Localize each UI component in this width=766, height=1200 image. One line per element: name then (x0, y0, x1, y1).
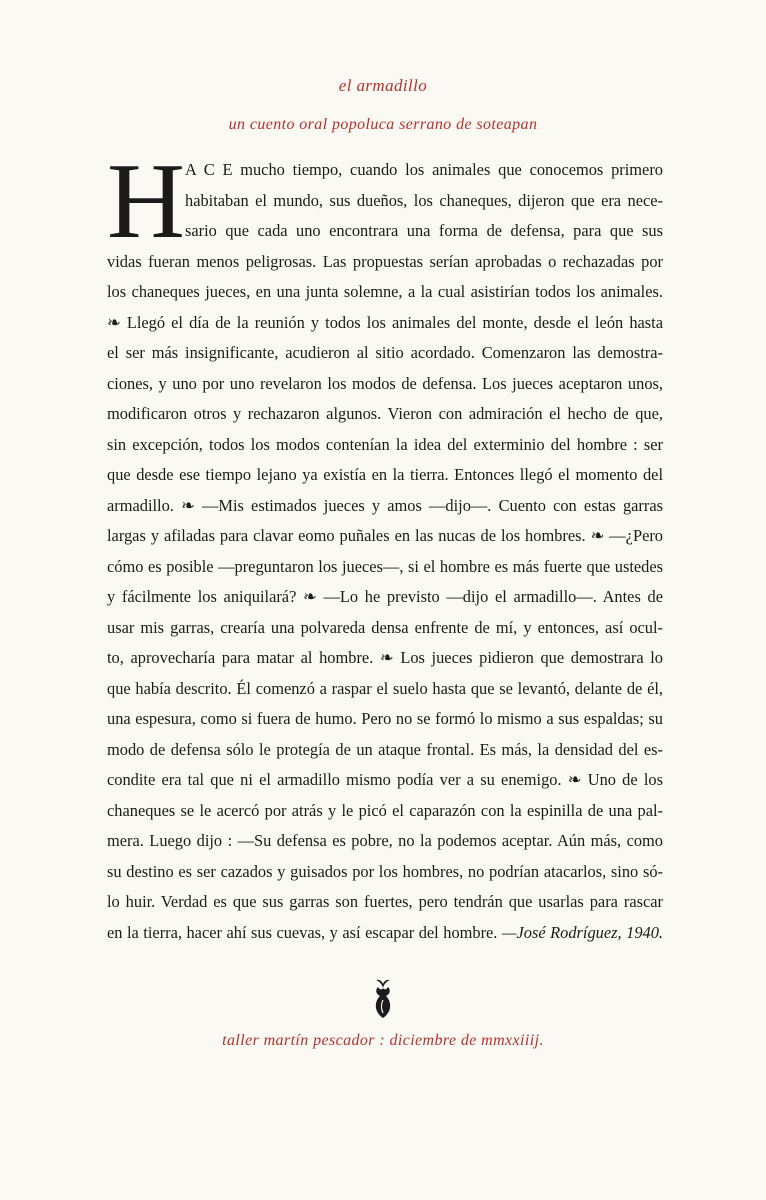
text-line: sario que cada uno encontrara una forma de defensa, para que sus (185, 221, 663, 240)
text-line: ciones, y uno por uno revelaron los modos de defensa. Los jueces aceptaron unos, (107, 373, 663, 393)
text-line: vidas fueran menos peligrosas. Las propuestas serían aprobadas o rechazadas por (107, 251, 663, 271)
text-line: mera. Luego dijo : —Su defensa es pobre, no la podemos aceptar. Aún más, como (107, 831, 663, 850)
text-line: A C E mucho tiempo, cuando los animales que conocemos primero (185, 160, 663, 179)
drop-cap: H (107, 142, 185, 261)
story-title: el armadillo (338, 76, 428, 95)
text-line-final-words: en la tierra, hacer ahí sus cuevas, y así escapar del hombre. (107, 922, 498, 942)
text-line-final (107, 918, 663, 949)
text-line: condite era tal que ni el armadillo mismo podía ver a su enemigo. ❧ Uno de los (107, 770, 663, 789)
text-line: modificaron otros y rechazaron algunos. Vieron con admiración el hecho de que, (107, 404, 663, 423)
text-line: cómo es posible —preguntaron los jueces—, si el hombre es más fuerte que ustedes (107, 556, 663, 576)
floret-icon (370, 978, 396, 1018)
text-line: habitaban el mundo, sus dueños, los chaneques, dijeron que era nece- (185, 190, 663, 210)
attribution: —José Rodríguez, 1940. (501, 922, 663, 942)
story-body (107, 142, 663, 948)
text-line: los chaneques jueces, en una junta solemne, a la cual asistirían todos los animales. (107, 282, 663, 301)
text-line: una espesura, como si fuera de humo. Pero no se formó lo mismo a sus espaldas; su (107, 709, 663, 728)
text-line: ❧ Llegó el día de la reunión y todos los animales del monte, desde el león hasta (107, 312, 663, 332)
colophon: taller martín pescador : diciembre de mmxxiiij. (222, 1032, 544, 1049)
text-line: que había descrito. Él comenzó a raspar el suelo hasta que se levantó, delante de él, (107, 678, 663, 698)
text-line: el ser más insignificante, acudieron al sitio acordado. Comenzaron las demostra- (107, 343, 663, 362)
text-line: lo huir. Verdad es que sus garras son fuertes, pero tendrán que usarlas para rascar (107, 892, 663, 911)
text-line: largas y afiladas para clavar eomo puñales en las nucas de los hombres. ❧ —¿Pero (107, 526, 663, 545)
text-line: que desde ese tiempo lejano ya existía en la tierra. Entonces llegó el momento del (107, 465, 663, 484)
text-line: modo de defensa sólo le protegía de un ataque frontal. Es más, la densidad del es- (107, 739, 663, 759)
text-line: su destino es ser cazados y guisados por los hombres, no podrían atacarlos, sino só- (107, 861, 663, 881)
text-line: sin excepción, todos los modos contenían la idea del exterminio del hombre : ser (107, 434, 663, 454)
text-line: usar mis garras, crearía una polvareda densa enfrente de mí, y entonces, así ocul- (107, 617, 663, 637)
text-line: to, aprovecharía para matar al hombre. ❧ Los jueces pidieron que demostrara lo (107, 648, 663, 667)
story-subtitle: un cuento oral popoluca serrano de soteapan (228, 116, 538, 133)
text-line: chaneques se le acercó por atrás y le picó el caparazón con la espinilla de una pal- (107, 800, 663, 820)
text-line: armadillo. ❧ —Mis estimados jueces y amos —dijo—. Cuento con estas garras (107, 495, 663, 515)
text-line: y fácilmente los aniquilará? ❧ —Lo he previsto —dijo el armadillo—. Antes de (107, 587, 663, 606)
